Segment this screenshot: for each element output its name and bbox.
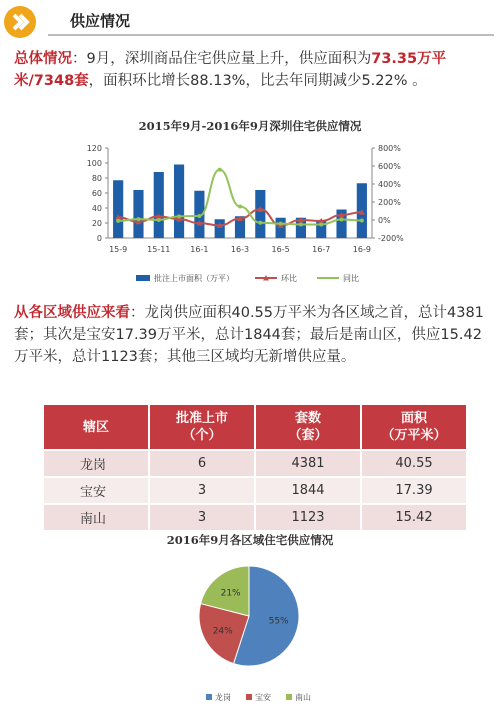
intro-text-1: ：9月，深圳商品住宅供应量上升，供应面积为 (72, 51, 372, 67)
yoy-point (258, 221, 262, 225)
cell-district: 南山 (44, 504, 149, 530)
intro-highlight: 73.35万平米/7348套 (14, 51, 447, 89)
x-tick-label: 16-7 (312, 245, 331, 254)
cell-district: 宝安 (44, 477, 149, 504)
cell-approved: 3 (149, 504, 255, 530)
table-row (44, 504, 467, 530)
y2-tick-label: 0% (378, 216, 391, 225)
yoy-point (360, 218, 364, 222)
legend-swatch (246, 694, 252, 700)
pie-chart (0, 550, 500, 720)
yoy-point (299, 223, 303, 227)
x-tick-label: 16-3 (230, 245, 250, 254)
bar (255, 190, 265, 238)
table-row (44, 450, 467, 477)
y-tick-label: 20 (91, 219, 102, 228)
legend-label: 宝安 (255, 693, 271, 702)
yoy-point (197, 214, 201, 218)
legend-label: 南山 (295, 693, 311, 702)
yoy-point (238, 205, 242, 209)
intro-text-2: ，面积环比增长88.13%，比去年同期减少5.22% 。 (88, 73, 427, 89)
yoy-point (319, 223, 323, 227)
cell-units: 1123 (255, 504, 361, 530)
cell-area: 15.42 (361, 504, 467, 530)
bar (215, 219, 225, 238)
pie-slice-label: 55% (268, 616, 289, 627)
chevron-circle-icon (4, 6, 36, 38)
bar (133, 190, 143, 238)
y2-tick-label: 600% (378, 162, 401, 171)
x-tick-label: 16-5 (271, 245, 290, 254)
y2-tick-label: 200% (378, 198, 401, 207)
bar (174, 165, 184, 239)
col-district: 辖区 (44, 405, 149, 450)
col-approved: 批准上市 （个） (149, 405, 255, 450)
legend-label-yoy: 同比 (343, 274, 359, 283)
table-header-row (44, 405, 467, 450)
legend-swatch-area (136, 275, 150, 281)
yoy-point (136, 217, 140, 221)
y-tick-label: 60 (91, 189, 102, 198)
x-tick-label: 16-9 (352, 245, 371, 254)
bar (113, 180, 123, 238)
cell-district: 龙岗 (44, 450, 149, 477)
cell-area: 17.39 (361, 477, 467, 504)
pie-slice-label: 21% (220, 588, 241, 599)
pie-chart-title: 2016年9月各区域住宅供应情况 (166, 533, 334, 547)
x-tick-label: 15-9 (109, 245, 128, 254)
cell-approved: 3 (149, 477, 255, 504)
region-text: ：龙岗供应面积40.55万平米为各区域之首，总计4381套；其次是宝安17.39万平米，总计1844套；最后是南山区，供应15.42万平米，总计1123套；其他三区域均无新增供应量。 (14, 305, 484, 365)
cell-units: 4381 (255, 450, 361, 477)
y-tick-label: 100 (86, 159, 102, 168)
yoy-point (157, 218, 161, 222)
col-area: 面积 （万平米） (361, 405, 467, 450)
legend-label-mom: 环比 (281, 274, 297, 283)
x-tick-label: 16-1 (190, 245, 209, 254)
pie-slice-label: 24% (212, 626, 233, 637)
region-paragraph (14, 302, 490, 368)
y2-tick-label: 400% (378, 180, 401, 189)
section-header (0, 0, 500, 42)
legend-swatch (286, 694, 292, 700)
region-lead: 从各区域供应来看 (14, 305, 130, 321)
supply-table (44, 405, 468, 530)
legend-label: 龙岗 (215, 693, 231, 702)
y-tick-label: 80 (91, 174, 102, 183)
yoy-point (177, 214, 181, 218)
yoy-point (340, 218, 344, 222)
combo-chart (0, 138, 500, 298)
yoy-point (218, 168, 222, 172)
y-tick-label: 120 (86, 144, 102, 153)
yoy-point (279, 222, 283, 226)
legend-swatch (206, 694, 212, 700)
table-row (44, 477, 467, 504)
x-tick-label: 15-11 (147, 245, 171, 254)
intro-lead: 总体情况 (14, 51, 72, 67)
cell-approved: 6 (149, 450, 255, 477)
col-units: 套数 （套） (255, 405, 361, 450)
y-tick-label: 40 (91, 204, 102, 213)
intro-paragraph (14, 48, 490, 92)
cell-area: 40.55 (361, 450, 467, 477)
yoy-point (116, 219, 120, 223)
y2-tick-label: 800% (378, 144, 401, 153)
y-tick-label: 0 (96, 234, 102, 243)
section-title: 供应情况 (70, 12, 131, 30)
bar (154, 172, 164, 238)
combo-chart-title: 2015年9月-2016年9月深圳住宅供应情况 (138, 119, 362, 133)
legend-label-area: 批注上市面积（万平） (154, 274, 234, 283)
cell-units: 1844 (255, 477, 361, 504)
y2-tick-label: -200% (378, 234, 404, 243)
